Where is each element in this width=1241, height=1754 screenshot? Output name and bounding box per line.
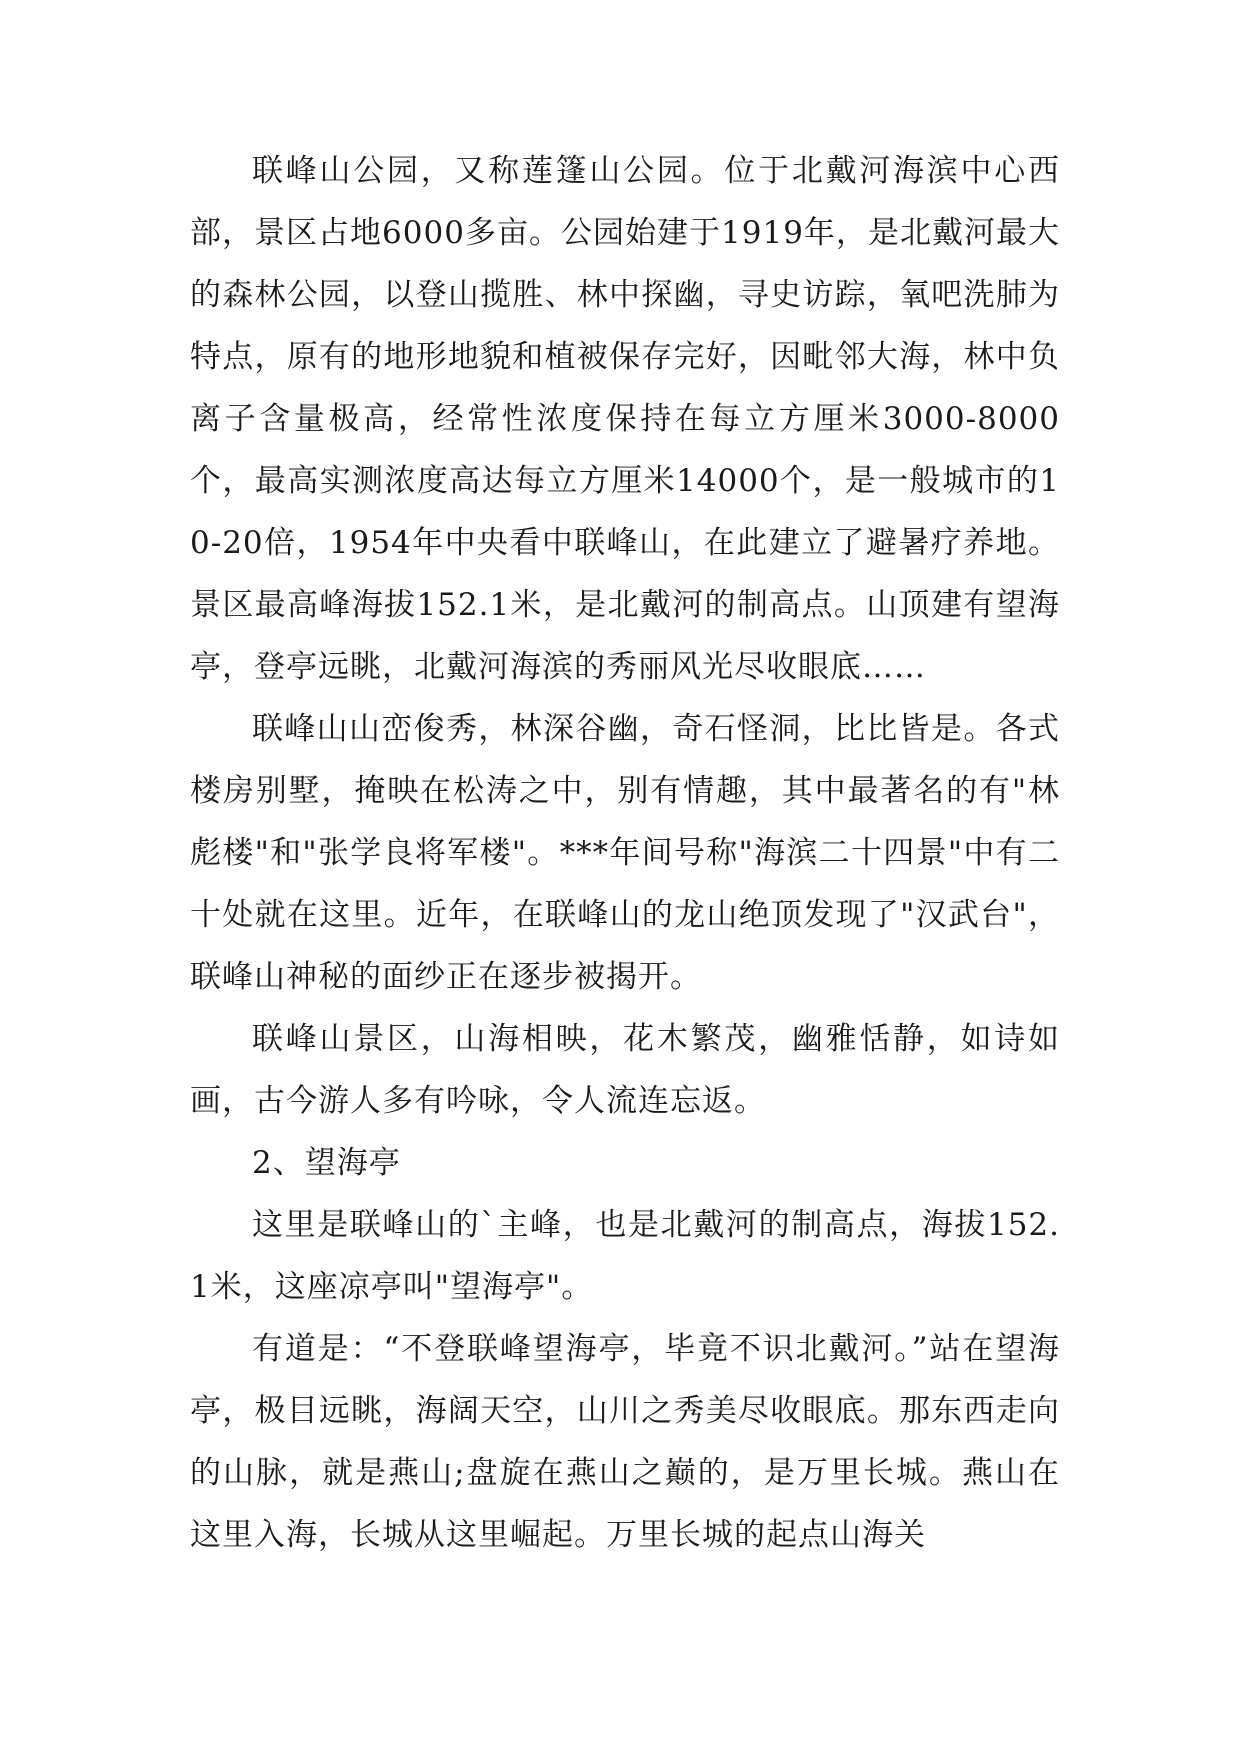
paragraph-wanghaiting-intro: 这里是联峰山的`主峰，也是北戴河的制高点，海拔152.1米，这座凉亭叫"望海亭"。	[190, 1207, 1060, 1305]
paragraph-wanghaiting-view: 有道是：“不登联峰望海亭，毕竟不识北戴河。”站在望海亭，极目远眺，海阔天空，山川之秀美尽收眼底。那东西走向的山脉，就是燕山;盘旋在燕山之巅的，是万里长城。燕山在这里入海，长城从这里崛起。万里长城的起点山海关	[190, 1331, 1060, 1553]
document-page	[190, 140, 1060, 1566]
section-heading-wanghaiting: 2、望海亭	[252, 1145, 401, 1181]
paragraph-lianfengshan-summary: 联峰山景区，山海相映，花木繁茂，幽雅恬静，如诗如画，古今游人多有吟咏，令人流连忘返。	[190, 1021, 1060, 1119]
paragraph-lianfengshan-scenery: 联峰山山峦俊秀，林深谷幽，奇石怪洞，比比皆是。各式楼房别墅，掩映在松涛之中，别有情趣，其中最著名的有"林彪楼"和"张学良将军楼"。***年间号称"海滨二十四景"中有二十处就在这里。近年，在联峰山的龙山绝顶发现了"汉武台"，联峰山神秘的面纱正在逐步被揭开。	[190, 711, 1060, 995]
paragraph-lianfengshan-intro: 联峰山公园，又称莲篷山公园。位于北戴河海滨中心西部，景区占地6000多亩。公园始建于1919年，是北戴河最大的森林公园，以登山揽胜、林中探幽，寻史访踪，氧吧洗肺为特点，原有的地形地貌和植被保存完好，因毗邻大海，林中负离子含量极高，经常性浓度保持在每立方厘米3000-8000个，最高实测浓度高达每立方厘米14000个，是一般城市的10-20倍，1954年中央看中联峰山，在此建立了避暑疗养地。景区最高峰海拔152.1米，是北戴河的制高点。山顶建有望海亭，登亭远眺，北戴河海滨的秀丽风光尽收眼底……	[190, 153, 1060, 685]
